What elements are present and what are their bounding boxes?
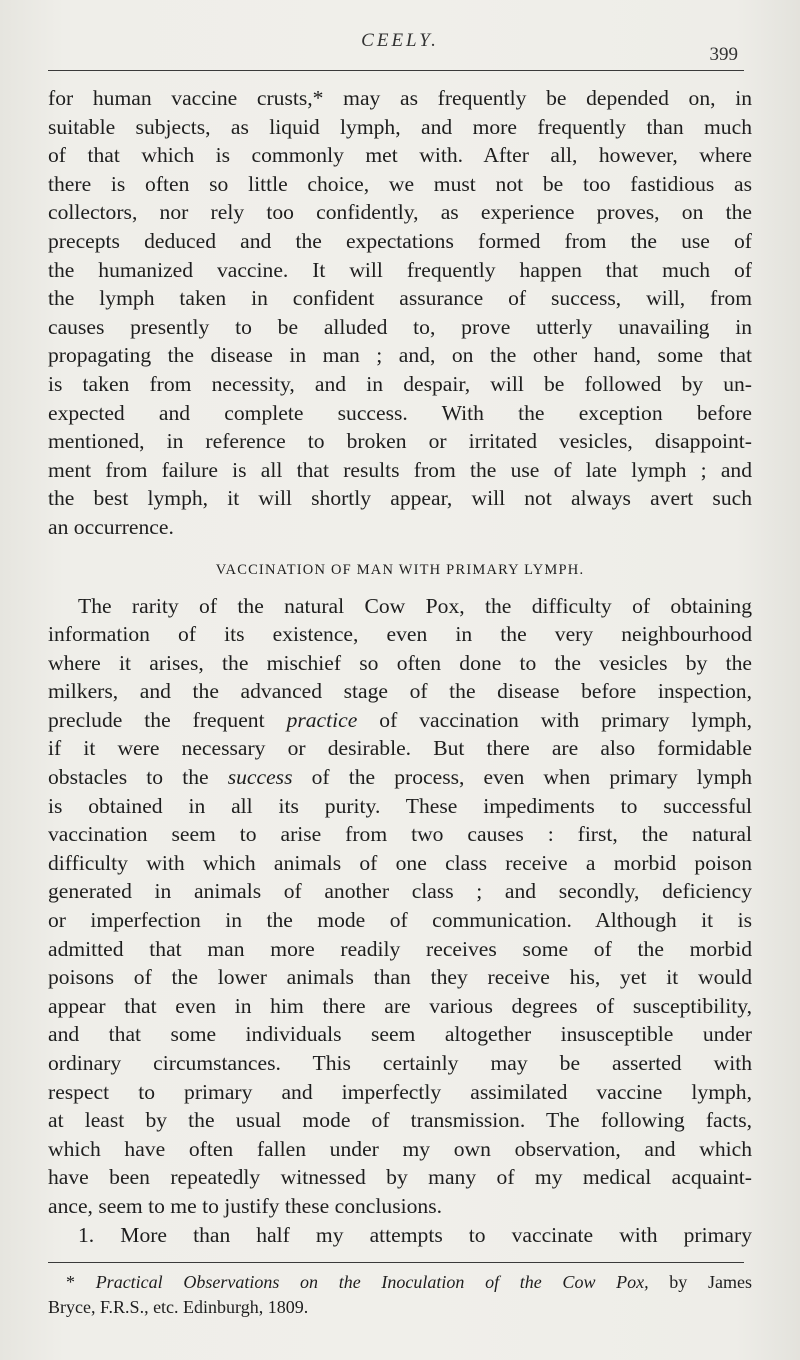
page-number: 399: [709, 44, 738, 65]
text-line: causes presently to be alluded to, prove utterly unavailing in: [48, 314, 752, 339]
section-heading: VACCINATION OF MAN WITH PRIMARY LYMPH.: [215, 561, 585, 578]
paragraph-2: [48, 592, 752, 1221]
text-line: collectors, nor rely too confidently, as experience proves, on the: [48, 200, 752, 225]
text-line: [48, 763, 752, 792]
text-line: is taken from necessity, and in despair, will be followed by un-: [48, 371, 752, 396]
text-line: admitted that man more readily receives some of the morbid: [48, 936, 752, 961]
footnote-line: Bryce, F.R.S., etc. Edinburgh, 1809.: [48, 1297, 309, 1317]
running-title: CEELY.: [361, 30, 439, 51]
footnote: [48, 1270, 752, 1320]
text-span: preclude the frequent: [48, 707, 287, 732]
text-line: ment from failure is all that results from the use of late lymph ; and: [48, 457, 752, 482]
text-line: appear that even in him there are various degrees of susceptibility,: [48, 993, 752, 1018]
text-line: milkers, and the advanced stage of the disease before inspection,: [48, 679, 752, 704]
footnote-byline: by James: [648, 1272, 752, 1292]
text-line: propagating the disease in man ; and, on the other hand, some that: [48, 343, 752, 368]
text-line: suitable subjects, as liquid lymph, and more frequently than much: [48, 114, 752, 139]
emphasis-text: practice: [286, 707, 358, 732]
text-line: if it were necessary or desirable. But there are also formidable: [48, 736, 752, 761]
running-head: [0, 28, 800, 65]
text-span: of vaccination with primary lymph,: [357, 707, 752, 732]
text-line: the humanized vaccine. It will frequently happen that much of: [48, 257, 752, 282]
text-line: expected and complete success. With the exception before: [48, 400, 752, 425]
text-line: vaccination seem to arise from two causes : first, the natural: [48, 822, 752, 847]
footnote-rule: [48, 1262, 744, 1263]
text-line: ance, seem to me to justify these conclusions.: [48, 1193, 442, 1218]
text-line: at least by the usual mode of transmission. The following facts,: [48, 1108, 752, 1133]
text-line: an occurrence.: [48, 514, 174, 539]
emphasis-text: success: [227, 765, 293, 790]
text-line: mentioned, in reference to broken or irritated vesicles, disappoint-: [48, 429, 752, 454]
text-line: difficulty with which animals of one class receive a morbid poison: [48, 850, 752, 875]
text-span: of the process, even when primary lymph: [292, 765, 752, 790]
text-line: the best lymph, it will shortly appear, will not always avert such: [48, 486, 752, 511]
paragraph-1: [48, 84, 752, 542]
text-line: generated in animals of another class ; and secondly, deficiency: [48, 879, 752, 904]
body-text: [48, 84, 752, 1249]
text-line: is obtained in all its purity. These impediments to successful: [48, 793, 752, 818]
paragraph-3-line: 1. More than half my attempts to vaccinate with primary: [78, 1222, 752, 1247]
text-line: The rarity of the natural Cow Pox, the difficulty of obtaining: [78, 593, 752, 618]
text-line: poisons of the lower animals than they receive his, yet it would: [48, 965, 752, 990]
text-line: and that some individuals seem altogether insusceptible under: [48, 1022, 752, 1047]
text-line: which have often fallen under my own observation, and which: [48, 1136, 752, 1161]
text-line: respect to primary and imperfectly assimilated vaccine lymph,: [48, 1079, 752, 1104]
text-line: precepts deduced and the expectations formed from the use of: [48, 228, 752, 253]
text-line: information of its existence, even in the very neighbourhood: [48, 622, 752, 647]
text-span: obstacles to the: [48, 765, 228, 790]
text-line: for human vaccine crusts,* may as frequently be depended on, in: [48, 86, 752, 110]
footnote-title: Practical Observations on the Inoculation of the Cow Pox,: [95, 1272, 649, 1292]
text-line: [48, 706, 752, 735]
header-rule: [48, 70, 744, 71]
text-line: where it arises, the mischief so often done to the vesicles by the: [48, 650, 752, 675]
text-line: ordinary circumstances. This certainly may be asserted with: [48, 1051, 752, 1075]
text-line: of that which is commonly met with. After all, however, where: [48, 143, 752, 168]
text-line: the lymph taken in confident assurance of success, will, from: [48, 286, 752, 311]
footnote-marker: *: [66, 1272, 96, 1292]
text-line: have been repeatedly witnessed by many of my medical acquaint-: [48, 1165, 752, 1190]
text-line: there is often so little choice, we must not be too fastidious as: [48, 171, 752, 196]
text-line: or imperfection in the mode of communication. Although it is: [48, 908, 752, 933]
footnote-line: [48, 1270, 752, 1295]
